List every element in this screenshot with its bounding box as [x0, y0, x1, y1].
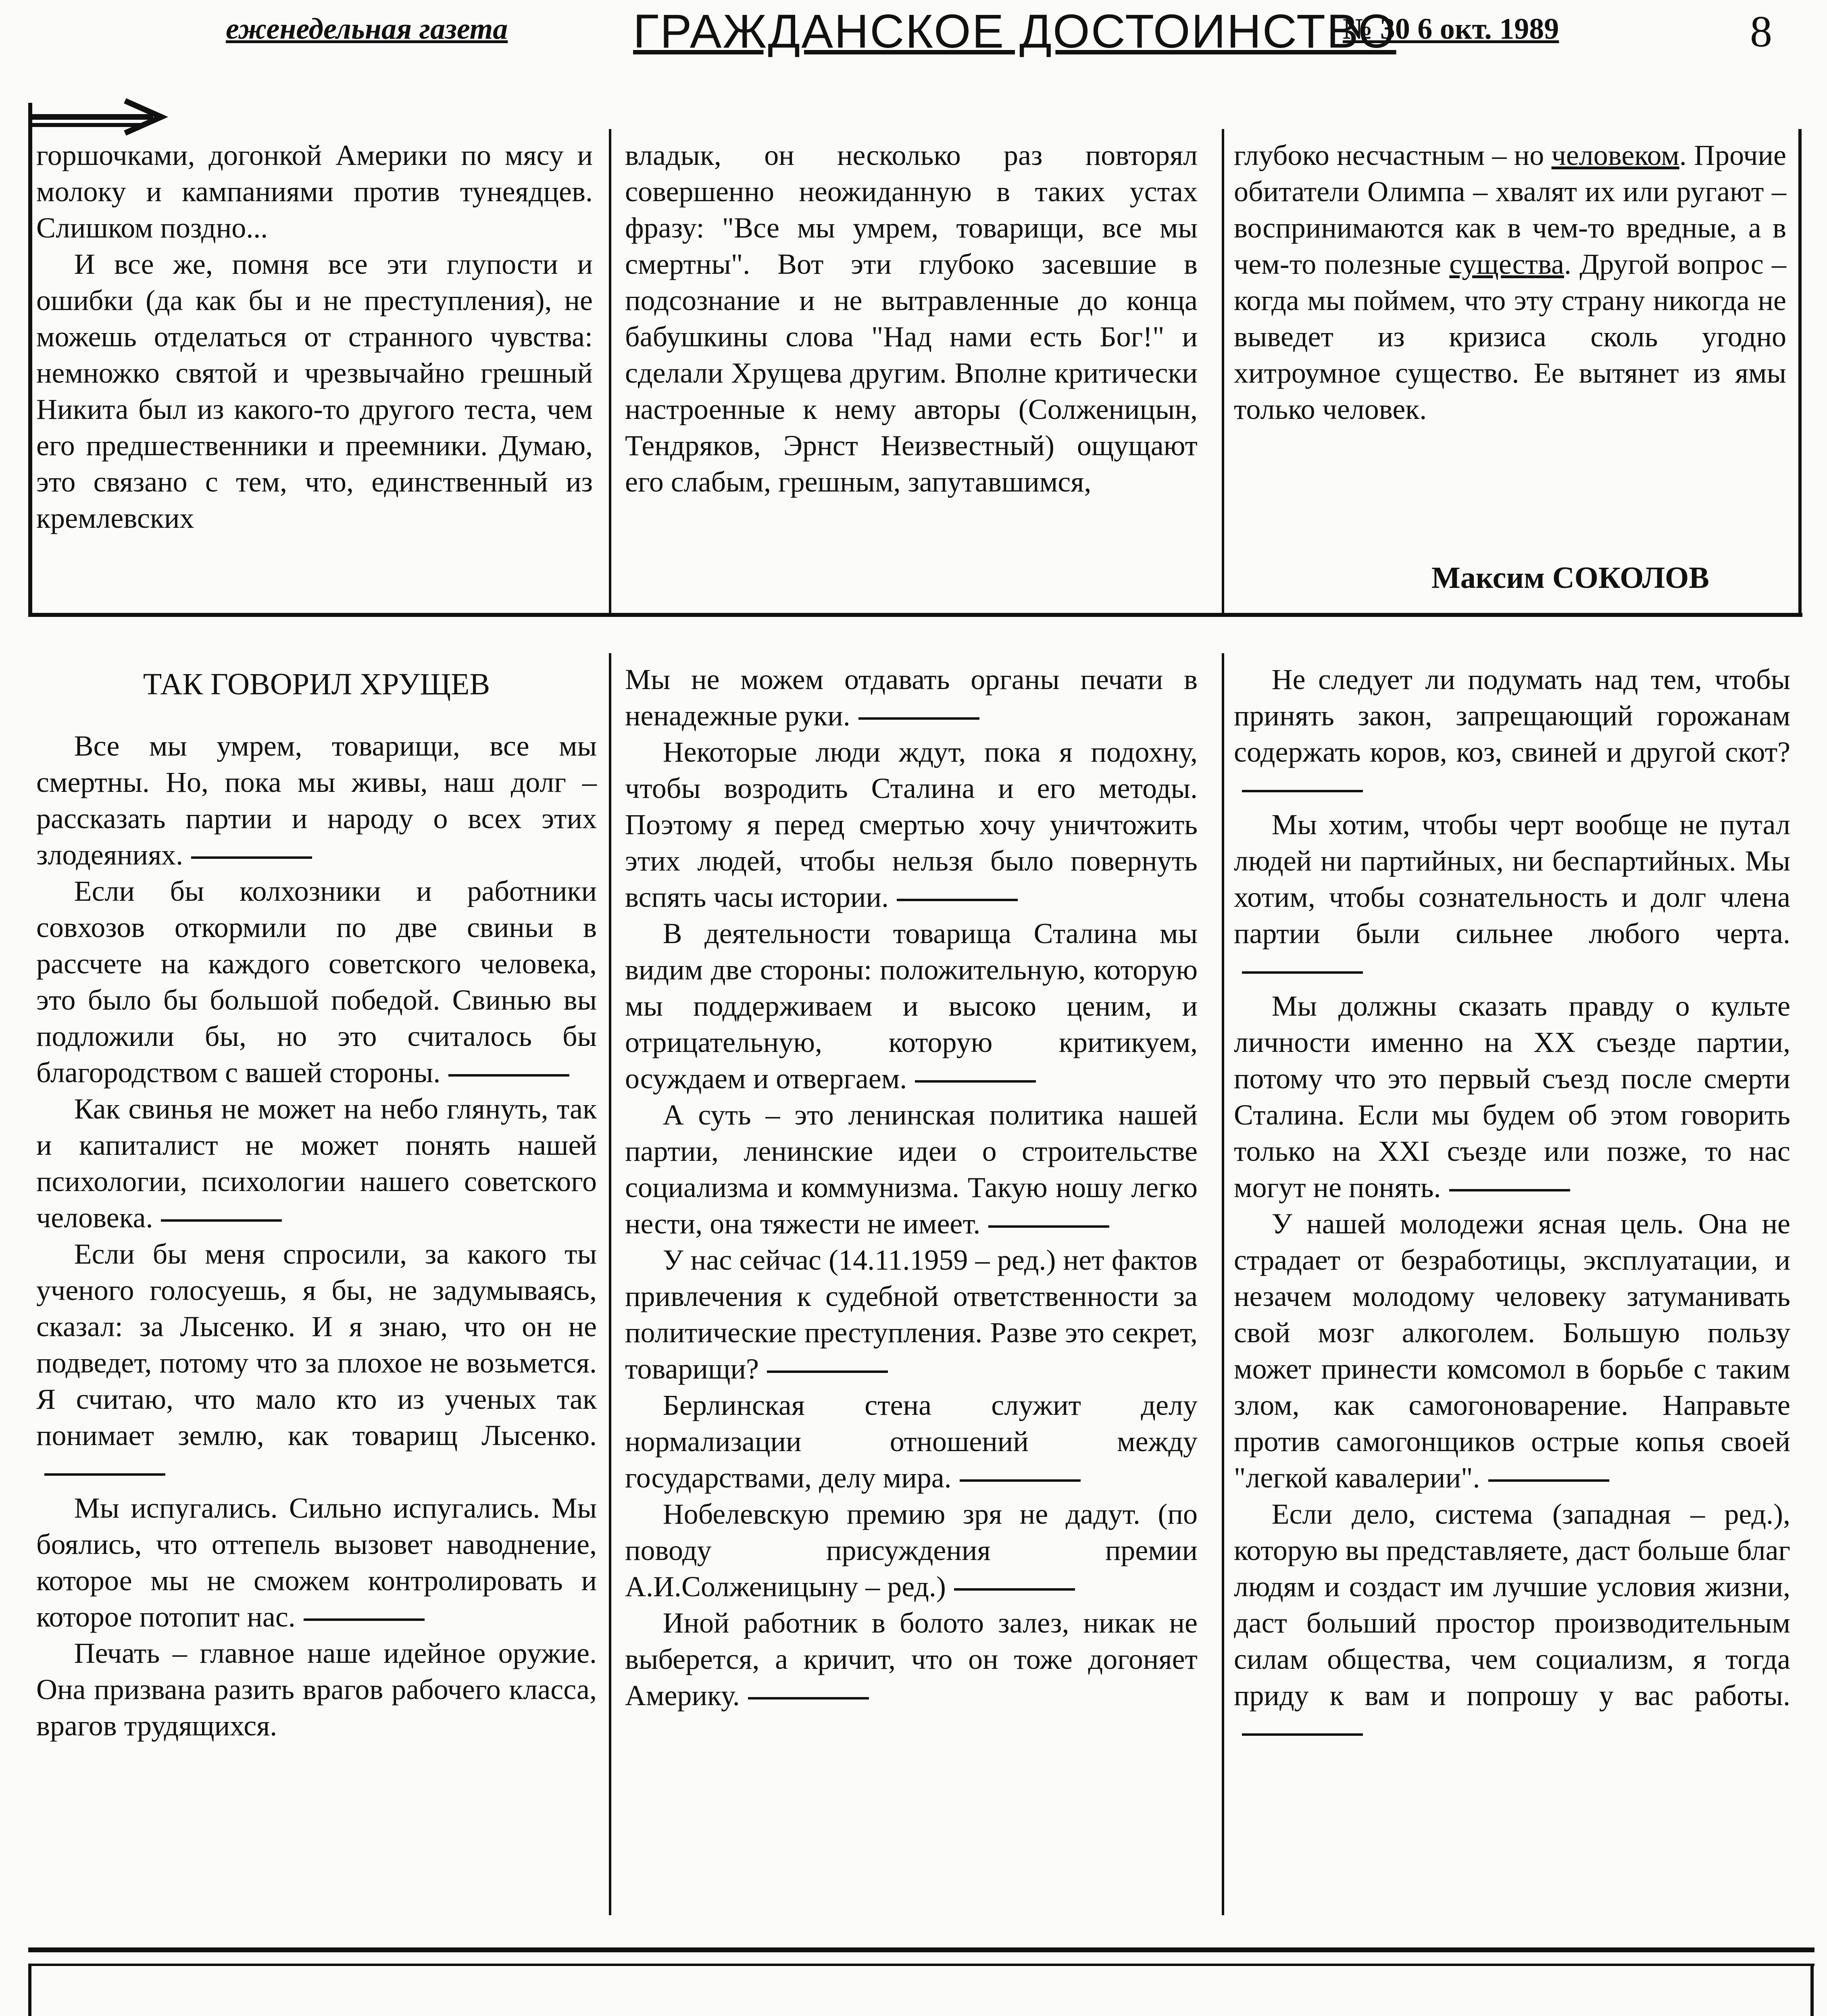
column-divider [609, 653, 611, 1915]
quote: Как свинья не может на небо глянуть, так и капиталист не может понять нашей психологии, психологии нашего советского человека. [36, 1093, 597, 1234]
quotes-col-3 [1234, 661, 1790, 1750]
quote-separator [191, 856, 312, 859]
paragraph: владык, он несколько раз повторял совершенно неожиданную в таких устах фразу: "Все мы умрем, товарищи, все мы смертны". Вот эти глубоко засевшие в подсознание и не вытравленные до конца бабушкины слова "Над нами есть Бог!" и сделали Хрущева другим. Вполне критически настроенные к нему авторы (Солженицын, Тендряков, Эрнст Неизвестный) ощущают его слабым, грешным, запутавшимся, [625, 139, 1198, 498]
quote: Мы хотим, чтобы черт вообще не путал людей ни партийных, ни беспартийных. Мы хотим, чтобы сознательность и долг члена партии были сильнее любого черта. [1234, 806, 1790, 988]
quote-separator [988, 1225, 1109, 1228]
right-border [1810, 1964, 1814, 2016]
paragraph: глубоко несчастным – но человеком. Прочие обитатели Олимпа – хвалят их или ругают – воспринимаются как в чем-то вредные, а в чем-то полезные существа. Другой вопрос – когда мы поймем, что эту страну никогда не выведет из кризиса сколь угодно хитроумное существо. Ее вытянет из ямы только человек. [1234, 139, 1787, 425]
quote-separator [960, 1479, 1081, 1482]
column-divider [609, 129, 611, 613]
quote: Если бы меня спросили, за какого ты ученого голосуешь, я бы, не задумываясь, сказал: за Лысенко. И я знаю, что он не подведет, потому что за плохое не возьмется. Я считаю, что мало кто из ученых так понимает землю, как товарищ Лысенко. [36, 1236, 597, 1490]
quote: Печать – главное наше идейное оружие. Она призвана разить врагов рабочего класса, врагов трудящихся. [36, 1637, 597, 1742]
quote: Берлинская стена служит делу нормализации отношений между государствами, делу мира. [625, 1389, 1198, 1494]
quote-separator [954, 1588, 1075, 1591]
quote-separator [1488, 1479, 1609, 1482]
section-title: ТАК ГОВОРИЛ ХРУЩЕВ [143, 667, 490, 701]
quote: Иной работник в болото залез, никак не выберется, а кричит, что он тоже догоняет Америку. [625, 1607, 1198, 1712]
quote-separator [915, 1080, 1036, 1083]
newspaper-type-label: еженедельная газета [226, 12, 508, 46]
top-article-col-3 [1234, 137, 1786, 427]
right-border [1798, 129, 1802, 613]
quotes-col-2 [625, 661, 1198, 1714]
quote: А суть – это ленинская политика нашей партии, ленинские идеи о строительстве социализма и коммунизма. Такую ношу легко нести, она тяжести не имеет. [625, 1099, 1198, 1240]
quote-separator [161, 1219, 282, 1222]
quote: Мы испугались. Сильно испугались. Мы боялись, что оттепель вызовет наводнение, которое мы не сможем контролировать и которое потопит нас. [36, 1492, 597, 1633]
quote: У нас сейчас (14.11.1959 – ред.) нет фактов привлечения к судебной ответственности за политические преступления. Разве это секрет, товарищи? [625, 1244, 1198, 1385]
quote-separator [858, 717, 979, 720]
quote-separator [44, 1473, 165, 1476]
paragraph: горшочками, догонкой Америки по мясу и молоку и кампаниями против тунеядцев. Слишком поздно... [36, 139, 593, 244]
top-article-col-2 [625, 137, 1198, 500]
quote-separator [1242, 1733, 1363, 1736]
top-article-col-1 [36, 137, 593, 536]
quote: Некоторые люди ждут, пока я подохну, чтобы возродить Сталина и его методы. Поэтому я перед смертью хочу уничтожить этих людей, чтобы нельзя было повернуть вспять часы истории. [625, 736, 1198, 913]
quote-separator [897, 899, 1018, 901]
page-number: 8 [1750, 7, 1772, 56]
author-signature: Максим СОКОЛОВ [1431, 561, 1709, 595]
quote: В деятельности товарища Сталина мы видим две стороны: положительную, которую мы поддерживаем и высоко ценим, и отрицательную, которую критикуем, осуждаем и отвергаем. [625, 917, 1198, 1095]
paragraph: И все же, помня все эти глупости и ошибки (да как бы и не преступления), не можешь отделаться от странного чувства: немножко святой и чрезвычайно грешный Никита был из какого-то другого теста, чем его предшественники и преемники. Думаю, это связано с тем, что, единственный из кремлевских [36, 248, 593, 534]
issue-date: № 30 6 окт. 1989 [1343, 12, 1559, 46]
quote: Мы должны сказать правду о культе личности именно на XX съезде партии, потому что это первый съезд после смерти Сталина. Если мы будем об этом говорить только на XXI съезде или позже, то нас могут не понять. [1234, 990, 1790, 1204]
quote: Нобелевскую премию зря не дадут. (по поводу присуждения премии А.И.Солженицыну – ред.) [625, 1498, 1198, 1603]
quotes-col-1 [36, 653, 597, 1744]
section-divider [28, 613, 1802, 617]
quote-separator [748, 1697, 869, 1699]
quote-separator [448, 1074, 569, 1077]
newspaper-title: ГРАЖДАНСКОЕ ДОСТОИНСТВО [633, 5, 1396, 58]
arrow-icon [24, 93, 185, 141]
quote-separator [1242, 971, 1363, 974]
quote: Если бы колхозники и работники совхозов откормили по две свиньи в рассчете на каждого советского человека, это было бы большой победой. Свинью вы подложили бы, но это считалось бы благородством с вашей стороны. [36, 875, 597, 1089]
quote-separator [1242, 790, 1363, 792]
quote-separator [767, 1370, 888, 1373]
section-divider [28, 1964, 1815, 1966]
left-border [28, 103, 32, 615]
column-divider [1222, 129, 1224, 613]
column-divider [1222, 653, 1224, 1915]
quote: У нашей молодежи ясная цель. Она не страдает от безработицы, эксплуатации, и незачем молодому человеку затуманивать свой мозг алкоголем. Большую пользу может принести комсомол в борьбе с таким злом, как самогоноварение. Направьте против самогонщиков острые копья своей "легкой кавалерии". [1234, 1208, 1790, 1494]
quote: Не следует ли подумать над тем, чтобы принять закон, запрещающий горожанам содержать коров, коз, свиней и другой скот? [1234, 661, 1790, 806]
underlined-word: человеком [1551, 139, 1679, 171]
quote-separator [1449, 1189, 1570, 1191]
quote: Если дело, система (западная – ред.), которую вы представляете, даст больше благ людям и создаст им лучшие условия жизни, даст больший простор производительным силам общества, чем социализм, я тогда приду к вам и попрошу у вас работы. [1234, 1496, 1790, 1750]
quote: Мы не можем отдавать органы печати в ненадежные руки. [625, 663, 1198, 732]
underlined-word: существа [1449, 248, 1565, 280]
left-border [28, 1964, 31, 2016]
quote-separator [304, 1618, 425, 1621]
quote: Все мы умрем, товарищи, все мы смертны. Но, пока мы живы, наш долг – рассказать партии и народу о всех этих злодеяниях. [36, 730, 597, 871]
section-divider [28, 1947, 1815, 1952]
